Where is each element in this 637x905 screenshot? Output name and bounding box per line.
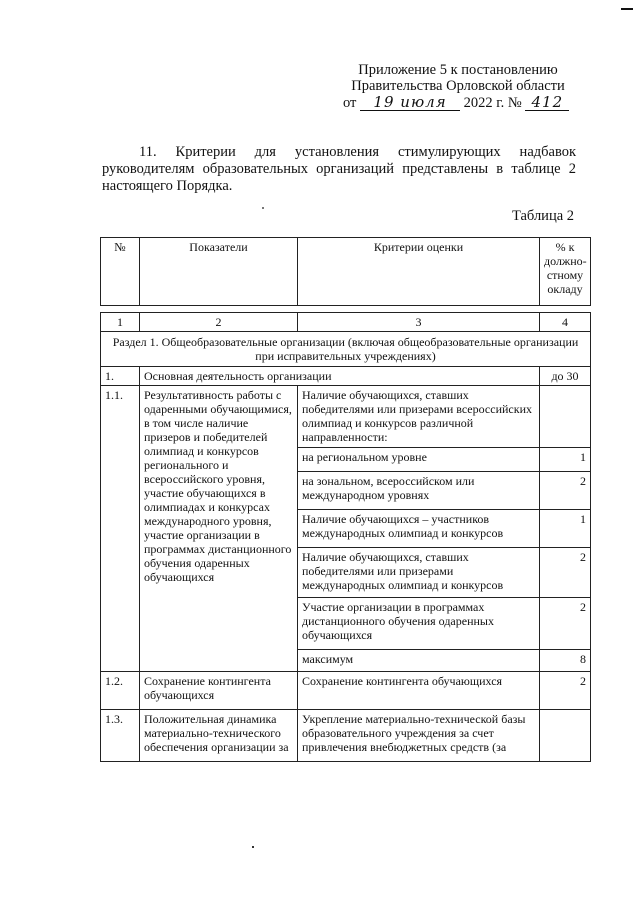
header-line-1: Приложение 5 к постановлению (358, 62, 558, 78)
paragraph-11 (102, 144, 576, 195)
value-cell: 2 (540, 672, 591, 710)
table-row (101, 672, 591, 710)
paragraph-line-1: 11. Критерии для установления стимулирующих надбавок (139, 144, 576, 160)
header-percent: % к должно-стному окладу (540, 238, 591, 306)
handwritten-date: 19 июля (360, 94, 460, 111)
row-label: Основная деятельность организации (140, 367, 540, 386)
spacer-row (101, 306, 591, 313)
header-number: № (101, 238, 140, 306)
row-number: 1.2. (101, 672, 140, 710)
corner-mark (621, 8, 633, 10)
criteria-cell: Наличие обучающихся – участников международных олимпиад и конкурсов (298, 510, 540, 548)
table-caption: Таблица 2 (512, 208, 575, 224)
criteria-cell: Наличие обучающихся, ставших победителями или призерами всероссийских олимпиад и конкурсов различной направленности: (298, 386, 540, 448)
value-cell: 1 (540, 510, 591, 548)
table-row (101, 386, 591, 448)
section-row (101, 332, 591, 367)
column-number-row (101, 313, 591, 332)
row-value: до 30 (540, 367, 591, 386)
value-cell: 8 (540, 650, 591, 672)
header-row (101, 238, 591, 306)
column-number: 4 (540, 313, 591, 332)
row-number: 1.1. (101, 386, 140, 672)
criteria-table (100, 237, 591, 762)
header-line-3 (333, 94, 583, 111)
value-cell (540, 710, 591, 762)
value-cell: 1 (540, 448, 591, 472)
scan-speck (262, 207, 264, 209)
criteria-cell: максимум (298, 650, 540, 672)
header-criteria: Критерии оценки (298, 238, 540, 306)
from-label: от (343, 95, 357, 111)
document-header (333, 62, 583, 111)
table-row (101, 710, 591, 762)
paragraph-line-2: руководителям образовательных организаций представлены в таблице 2 (102, 161, 576, 177)
row-indicator: Сохранение контингента обучающихся (140, 672, 298, 710)
criteria-cell: Участие организации в программах дистанционного обучения одаренных обучающихся (298, 598, 540, 650)
criteria-cell: Укрепление материально-технической базы образовательного учреждения за счет привлечения внебюджетных средств (за (298, 710, 540, 762)
criteria-cell: на зональном, всероссийском или международном уровнях (298, 472, 540, 510)
handwritten-number: 412 (525, 94, 569, 111)
row-indicator: Результативность работы с одаренными обучающимися, в том числе наличие призеров и победителей олимпиад и конкурсов регионального и всероссийского уровня, участие обучающихся в олимпиадах и конкурсах международного уровня, участие организации в программах дистанционного обучения одаренных обучающихся (140, 386, 298, 672)
header-indicators: Показатели (140, 238, 298, 306)
column-number: 2 (140, 313, 298, 332)
row-number: 1. (101, 367, 140, 386)
year-label: 2022 г. № (463, 95, 522, 111)
column-number: 3 (298, 313, 540, 332)
value-cell (540, 386, 591, 448)
criteria-cell: Наличие обучающихся, ставших победителями или призерами международных олимпиад и конкурсов (298, 548, 540, 598)
criteria-cell: на региональном уровне (298, 448, 540, 472)
table-row (101, 367, 591, 386)
header-line-2: Правительства Орловской области (351, 78, 565, 94)
scan-speck (252, 846, 254, 848)
row-indicator: Положительная динамика материально-технического обеспечения организации за (140, 710, 298, 762)
value-cell: 2 (540, 472, 591, 510)
value-cell: 2 (540, 548, 591, 598)
paragraph-line-3: настоящего Порядка. (102, 178, 233, 194)
row-number: 1.3. (101, 710, 140, 762)
value-cell: 2 (540, 598, 591, 650)
column-number: 1 (101, 313, 140, 332)
criteria-cell: Сохранение контингента обучающихся (298, 672, 540, 710)
section-title: Раздел 1. Общеобразовательные организации (включая общеобразовательные организации при исправительных учреждениях) (101, 332, 591, 367)
